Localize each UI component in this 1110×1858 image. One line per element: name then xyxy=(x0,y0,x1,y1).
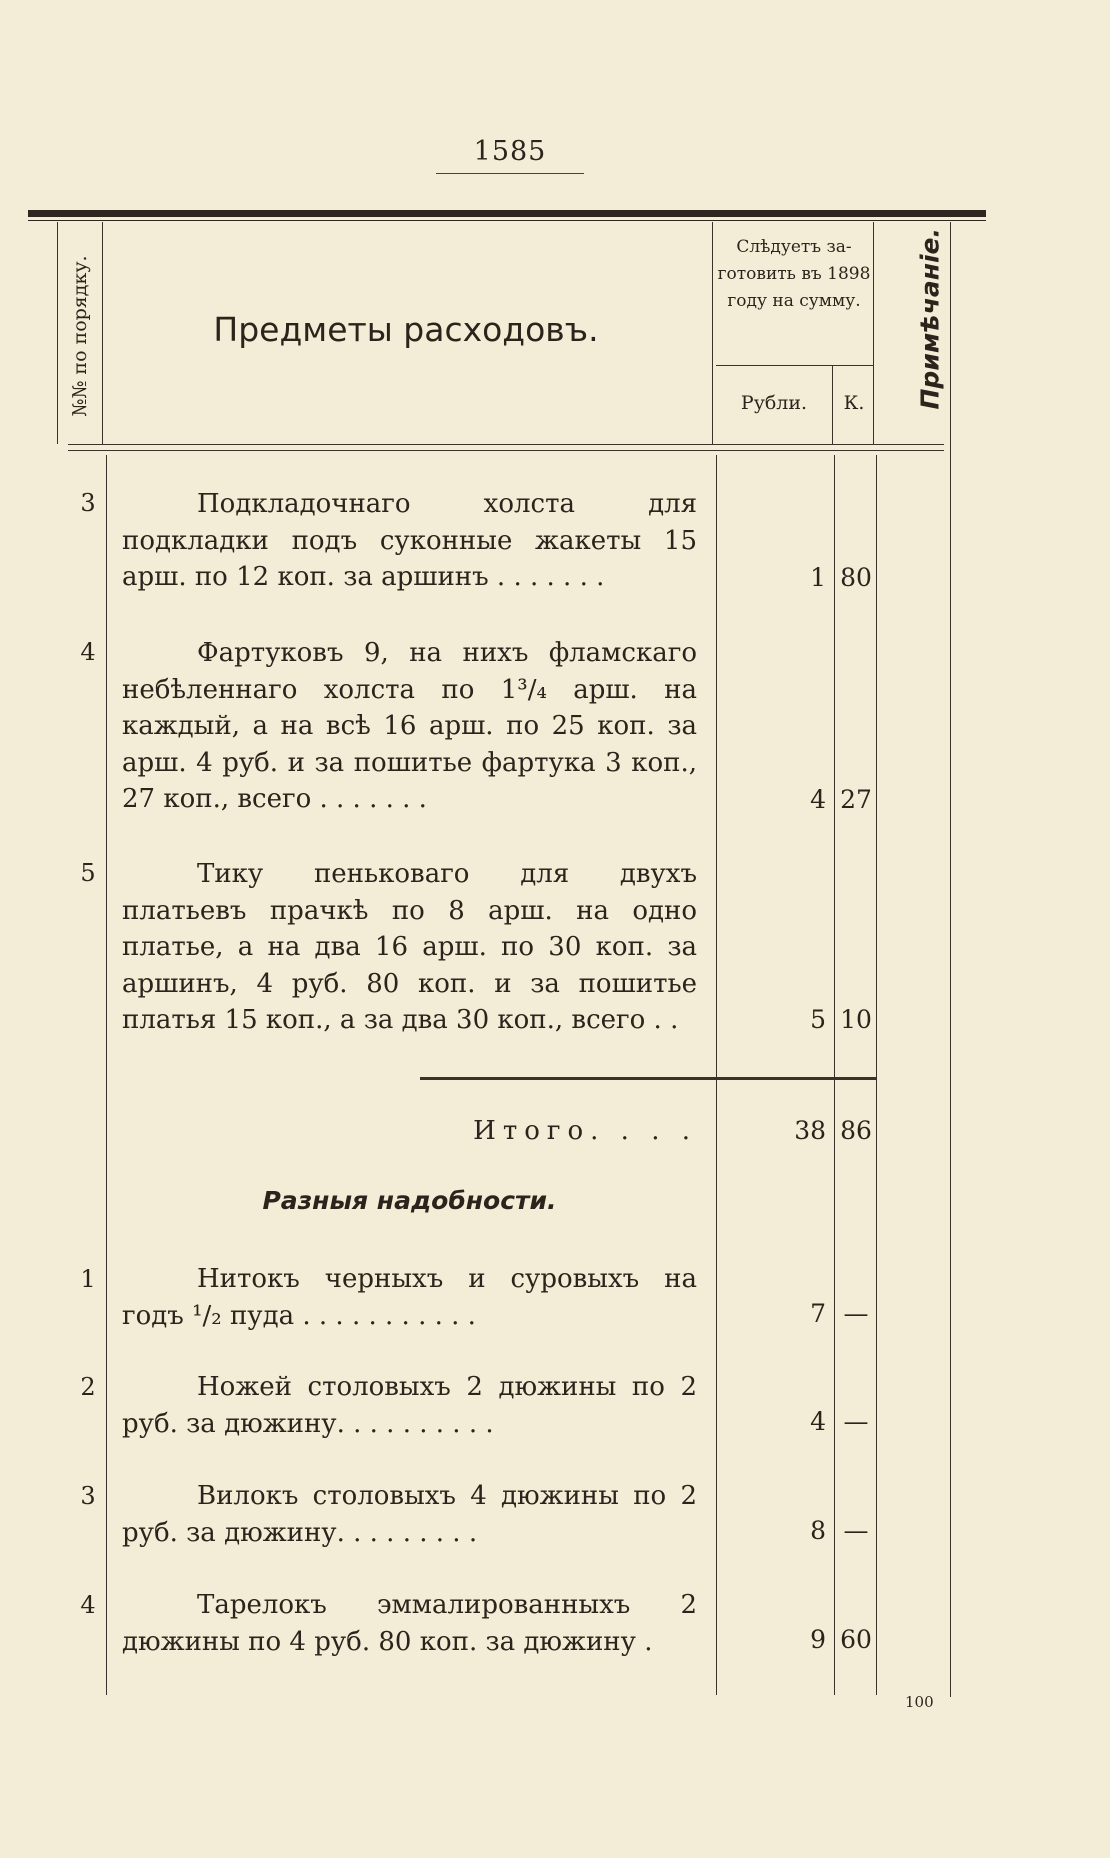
row-description: Тику пеньковаго для двухъ платьевъ прачкѣ по 8 арш. на одно платье, а на два 16 арш. по 30 коп. за аршинъ, 4 руб. 80 коп. и за пошитье платья 15 коп., а за два 30 коп., всего . . xyxy=(122,859,697,1036)
row-kopecks: 60 xyxy=(840,1625,872,1654)
amount-header-divider xyxy=(716,365,873,366)
row-rubles: 8 xyxy=(810,1516,826,1545)
row-kopecks: 27 xyxy=(840,785,872,814)
row-rubles: 4 xyxy=(810,1407,826,1436)
row-kopecks: — xyxy=(843,1407,869,1436)
row-number: 4 xyxy=(80,1591,96,1619)
row-description: Ножей столовыхъ 2 дюжины по 2 руб. за дюжину. . . . . . . . . . xyxy=(122,1372,697,1439)
amount-col-left-body xyxy=(716,455,717,1695)
section-title: Разныя надобности. xyxy=(262,1186,557,1215)
total-rule xyxy=(420,1077,876,1080)
row-description: Подкладочнаго холста для подкладки подъ суконные жакеты 15 арш. по 12 коп. за аршинъ . . . . . . . xyxy=(122,489,697,593)
kopecks-header: К. xyxy=(843,392,865,414)
table-top-rule-thin xyxy=(28,220,986,221)
total-rubles: 38 xyxy=(794,1116,826,1145)
row-number: 3 xyxy=(80,489,96,517)
rubles-header: Рубли. xyxy=(740,392,808,414)
row-description: Нитокъ черныхъ и суровыхъ на годъ ¹/₂ пуда . . . . . . . . . . . xyxy=(122,1264,697,1331)
row-kopecks: 80 xyxy=(840,563,872,592)
table-top-rule xyxy=(28,210,986,217)
row-number: 2 xyxy=(80,1373,96,1401)
left-border xyxy=(57,222,58,444)
row-kopecks: 10 xyxy=(840,1005,872,1034)
row-kopecks: — xyxy=(843,1299,869,1328)
row-rubles: 9 xyxy=(810,1625,826,1654)
row-rubles: 1 xyxy=(810,563,826,592)
page-number-rule xyxy=(436,173,584,174)
notes-col-header: Примѣчаніе. xyxy=(915,228,945,410)
kop-col-divider-body xyxy=(834,455,835,1695)
number-col-header: №№ по порядку. xyxy=(69,255,91,417)
header-bottom-rule-2 xyxy=(68,450,944,451)
row-description: Тарелокъ эммалированныхъ 2 дюжины по 4 руб. 80 коп. за дюжину . xyxy=(122,1590,697,1657)
row-number: 4 xyxy=(80,638,96,666)
row-number: 5 xyxy=(80,859,96,887)
number-col-divider-body xyxy=(106,455,107,1695)
notes-col-left xyxy=(873,222,874,444)
right-border xyxy=(950,222,951,1697)
notes-col-left-body xyxy=(876,455,877,1695)
row-kopecks: — xyxy=(843,1516,869,1545)
row-number: 1 xyxy=(80,1265,96,1293)
header-bottom-rule xyxy=(68,444,944,445)
row-number: 3 xyxy=(80,1482,96,1510)
total-label: Итого. . . . xyxy=(473,1116,697,1146)
corner-number: 100 xyxy=(905,1693,934,1711)
items-col-header: Предметы расходовъ. xyxy=(213,310,599,349)
row-rubles: 4 xyxy=(810,785,826,814)
row-rubles: 7 xyxy=(810,1299,826,1328)
page-number: 1585 xyxy=(473,136,547,167)
amount-col-left-header xyxy=(712,222,713,444)
row-description: Вилокъ столовыхъ 4 дюжины по 2 руб. за дюжину. . . . . . . . . xyxy=(122,1481,697,1548)
total-kopecks: 86 xyxy=(840,1116,872,1145)
amount-col-header: Слѣдуетъ за-готовить въ 1898 году на сумму. xyxy=(717,237,871,311)
row-description: Фартуковъ 9, на нихъ фламскаго небѣленнаго холста по 1³/₄ арш. на каждый, а на всѣ 16 арш. по 25 коп. за арш. 4 руб. и за пошитье фартука 3 коп., 27 коп., всего . . . . . . . xyxy=(122,638,697,815)
kop-col-divider xyxy=(832,365,833,444)
row-rubles: 5 xyxy=(810,1005,826,1034)
number-col-divider-header xyxy=(102,222,103,444)
